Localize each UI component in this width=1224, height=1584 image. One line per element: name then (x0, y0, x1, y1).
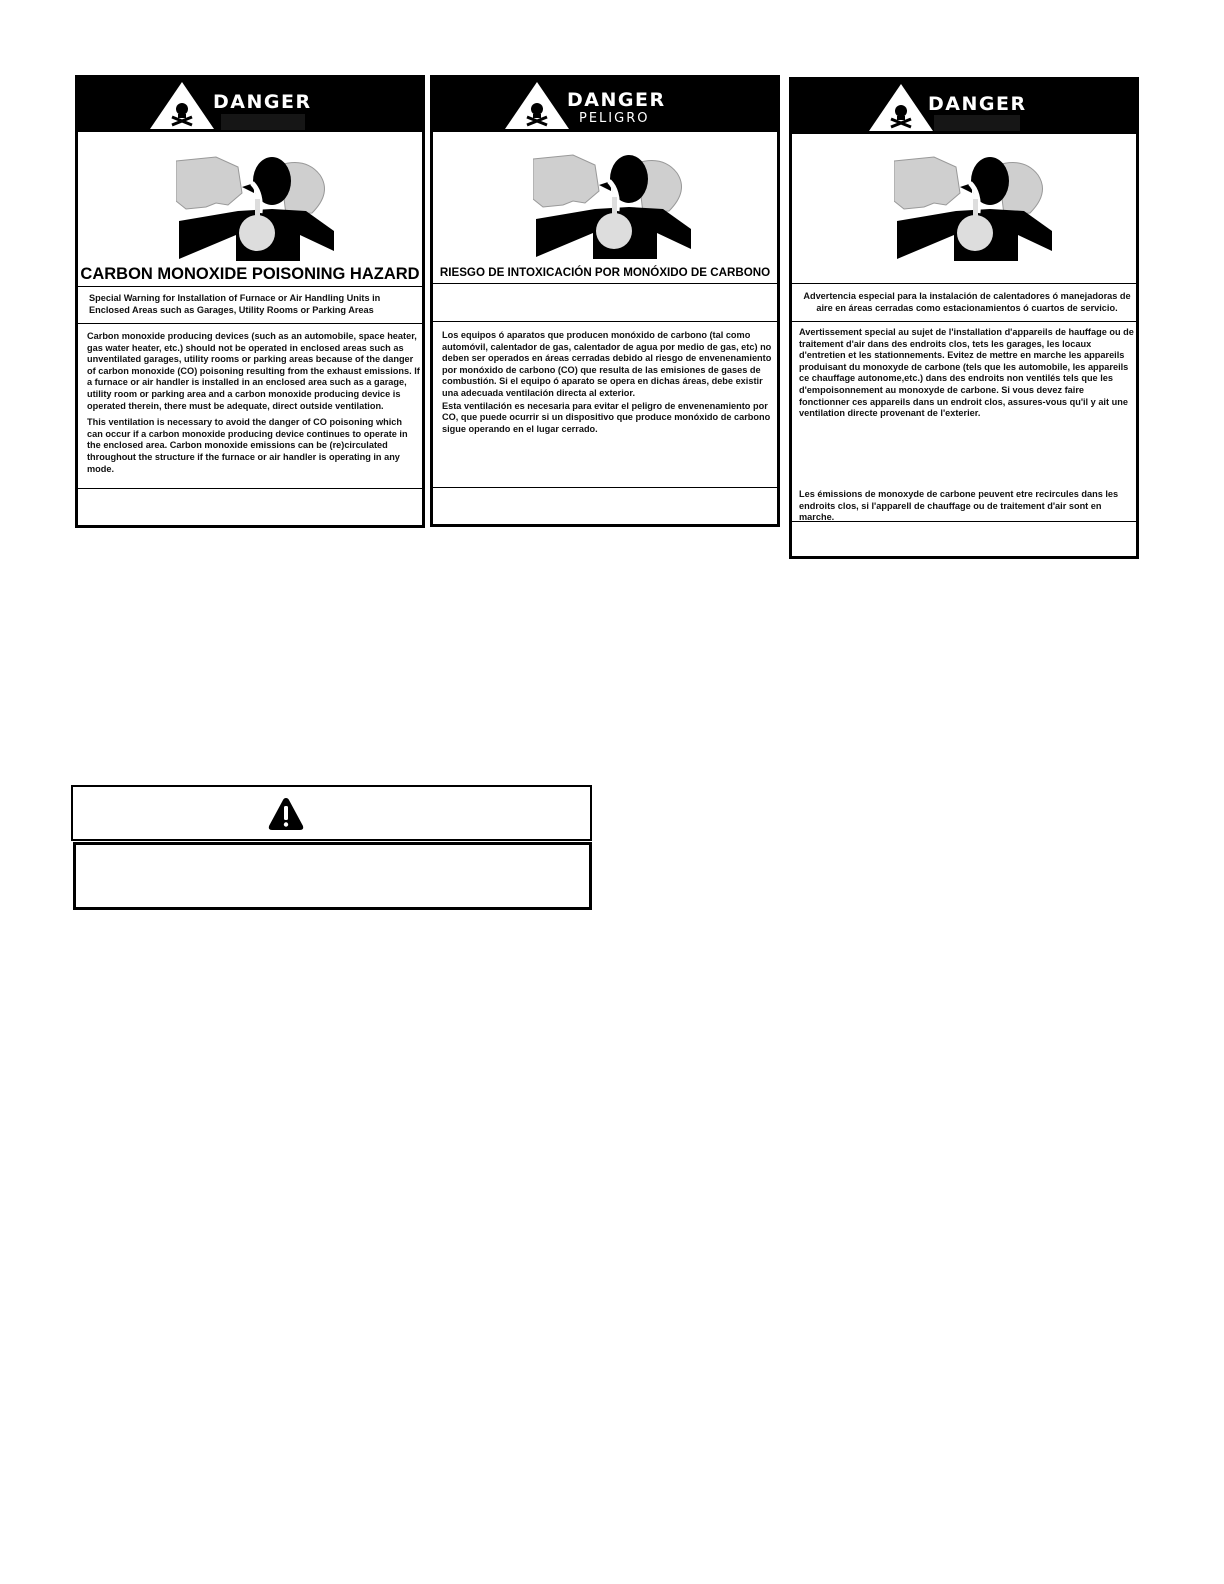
redacted-bar (221, 114, 305, 130)
body-text (442, 330, 775, 435)
body-paragraph-2: This ventilation is necessary to avoid the danger of CO poisoning which can occur if a carbon monoxide producing device continues to operate in the enclosed area. Carbon monoxide emissions can be (re)circulated throughout the structure if the furnace or air handler is operating in any mode. (87, 417, 408, 474)
body-paragraph-1: Carbon monoxide producing devices (such as an automobile, space heater, gas water heater, etc.) should not be operated in enclosed areas such as unventilated garages, utility rooms or parking areas because of the danger of carbon monoxide (CO) poisoning resulting from the exhaust emissions. If a furnace or air handler is installed in an enclosed area such as a garage, utility room or parking area and a carbon monoxide producing device is operated therein, there must be adequate, direct outside ventilation. (87, 331, 420, 411)
divider (792, 521, 1136, 522)
peligro-word: PELIGRO (579, 111, 650, 126)
skull-triangle-icon (503, 80, 571, 130)
breathing-hazard-pictogram (894, 153, 1054, 263)
label-header (792, 80, 1136, 134)
warning-box (71, 785, 592, 910)
divider (792, 321, 1136, 322)
divider (433, 487, 777, 488)
divider (78, 286, 422, 287)
skull-triangle-icon (867, 82, 935, 132)
label-header (433, 78, 777, 132)
body-paragraph-1: Avertissement special au sujet de l'installation d'appareils de hauffage ou de traitement d'air dans des endroits clos, tets les garages, les locaux d'entretien et les stationnements. Evitez de mettre en marche les appareils produisant du monoxyde de carbone (tels que les automobile, les appareils ce chauffage autonome,etc.) dans des endroits non ventilés tels que les d'empoisonnement au monoxyde de carbone. Si vous devez faire fonctionner ces appareils dans un endroit clos, assures-vous qu'il y ait une ventilation directe provenant de l'exterier. (799, 327, 1134, 419)
breathing-hazard-pictogram (533, 151, 693, 261)
redacted-bar (934, 115, 1020, 131)
danger-word: DANGER (213, 91, 312, 113)
emissions-text (799, 489, 1136, 524)
danger-word: DANGER (567, 89, 666, 111)
body-text (799, 327, 1136, 420)
body-paragraph-2: Les émissions de monoxyde de carbone peuvent etre recircules dans les endroits clos, si l'apparell de chauffage ou de traitement d'air sont en marche. (799, 489, 1119, 523)
danger-label-english (75, 75, 425, 528)
divider (78, 323, 422, 324)
divider (433, 321, 777, 322)
special-warning: Advertencia especial para la instalación de calentadores ó manejadoras de aire en áreas cerradas como estacionamientos ó cuartos de servicio. (803, 291, 1131, 313)
danger-word: DANGER (928, 93, 1027, 115)
skull-triangle-icon (148, 80, 216, 130)
special-warning-text (89, 293, 414, 316)
divider (792, 283, 1136, 284)
warning-body (73, 842, 592, 910)
special-warning-text (799, 291, 1135, 314)
danger-label-spanish (430, 75, 780, 527)
body-paragraph-1: Los equipos ó aparatos que producen monóxido de carbono (tal como automóvil, calentador de gas, calentador de agua por medio de gas, etc) no deben ser operados en áreas cerradas debido al riesgo de envenenamiento por monóxido de carbono (CO) que resulta de las emisiones de gases de combustión. Si el equipo ó aparato se opera en dichas áreas, debe existir una adecuada ventilación directa al exterior. (442, 330, 772, 398)
hazard-title: RIESGO DE INTOXICACIÓN POR MONÓXIDO DE CARBONO (439, 266, 771, 279)
body-paragraph-2: Esta ventilación es necesaria para evitar el peligro de envenenamiento por CO, que puede ocurrir si un dispositivo que produce monóxido de carbono sigue operando en el lugar cerrado. (442, 400, 771, 434)
divider (78, 488, 422, 489)
warning-header (71, 785, 592, 841)
divider (433, 283, 777, 284)
special-warning: Special Warning for Installation of Furnace or Air Handling Units in Enclosed Areas such as Garages, Utility Rooms or Parking Areas (89, 293, 381, 315)
warning-triangle-icon (267, 796, 305, 832)
body-text (87, 331, 420, 475)
breathing-hazard-pictogram (176, 153, 336, 263)
hazard-title: CARBON MONOXIDE POISONING HAZARD (80, 265, 420, 283)
danger-label-french (789, 77, 1139, 559)
label-header (78, 78, 422, 132)
